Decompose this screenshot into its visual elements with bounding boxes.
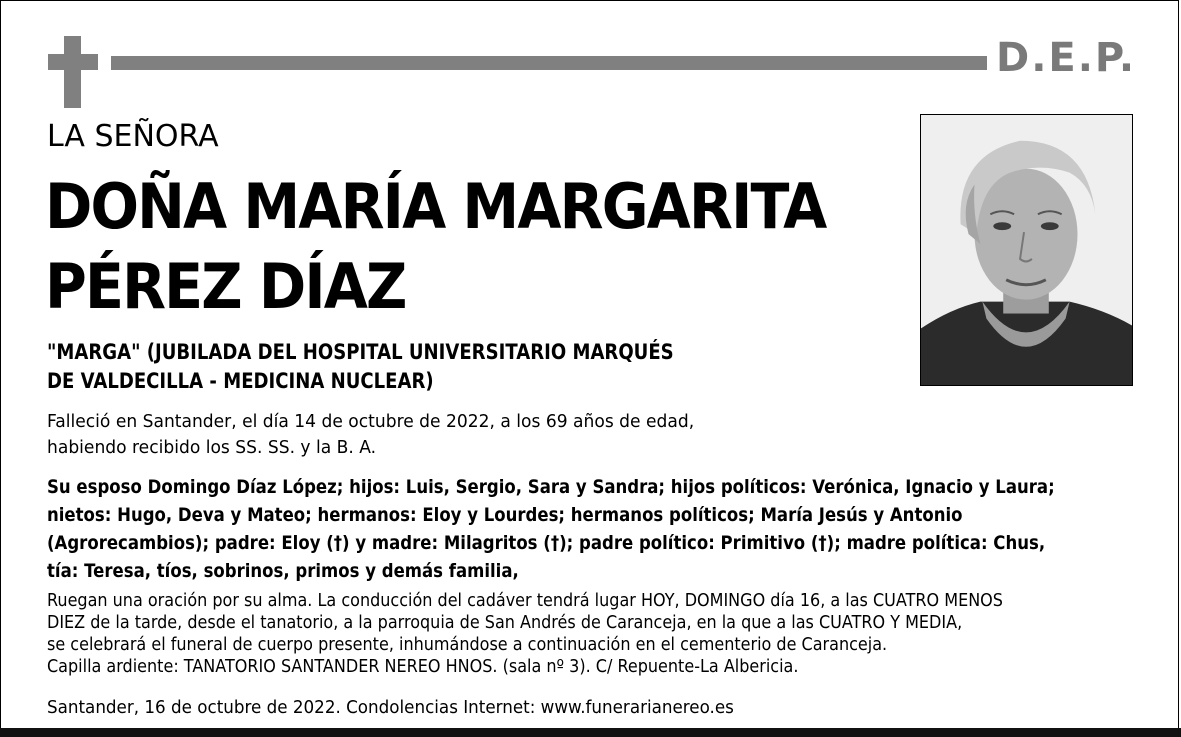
dep-label: D.E.P. (996, 35, 1137, 81)
deceased-name (45, 167, 825, 327)
family-line: Su esposo Domingo Díaz López; hijos: Luis, Sergio, Sara y Sandra; hijos políticos: Verónica, Ignacio y Laura; (47, 476, 1055, 498)
nickname-occupation (47, 338, 787, 396)
portrait-photo (920, 114, 1133, 386)
name-line: DOÑA MARÍA MARGARITA (45, 170, 826, 243)
family-line: (Agrorecambios); padre: Eloy (†) y madre: Milagritos (†); padre político: Primitivo (†); madre política: Chus, (47, 532, 1046, 554)
bottom-border (0, 728, 1181, 737)
family-line: nietos: Hugo, Deva y Mateo; hermanos: Eloy y Lourdes; hermanos políticos; María Jesús y Antonio (47, 504, 963, 526)
name-line: PÉREZ DÍAZ (45, 250, 406, 323)
subtitle-line: DE VALDECILLA - MEDICINA NUCLEAR) (47, 369, 434, 393)
intro-label: LA SEÑORA (47, 119, 219, 154)
ceremony-line: se celebrará el funeral de cuerpo presente, inhumándose a continuación en el cementerio de Caranceja. (47, 634, 888, 655)
ceremony-details (47, 590, 1003, 678)
subtitle-line: "MARGA" (JUBILADA DEL HOSPITAL UNIVERSITARIO MARQUÉS (47, 340, 674, 364)
family-list (47, 473, 1108, 585)
ceremony-line: Ruegan una oración por su alma. La conducción del cadáver tendrá lugar HOY, DOMINGO día 16, a las CUATRO MENOS (47, 590, 1003, 611)
death-notice (47, 409, 694, 461)
header-rule (111, 56, 987, 70)
ceremony-line: DIEZ de la tarde, desde el tanatorio, a la parroquia de San Andrés de Caranceja, en la que a las CUATRO Y MEDIA, (47, 612, 963, 633)
family-line: tía: Teresa, tíos, sobrinos, primos y demás familia, (47, 560, 519, 582)
footer-line: Santander, 16 de octubre de 2022. Condolencias Internet: www.funerarianereo.es (47, 697, 734, 718)
death-line: habiendo recibido los SS. SS. y la B. A. (47, 437, 377, 458)
ceremony-line: Capilla ardiente: TANATORIO SANTANDER NEREO HNOS. (sala nº 3). C/ Repuente-La Albericia. (47, 656, 799, 677)
death-line: Falleció en Santander, el día 14 de octubre de 2022, a los 69 años de edad, (47, 411, 695, 432)
